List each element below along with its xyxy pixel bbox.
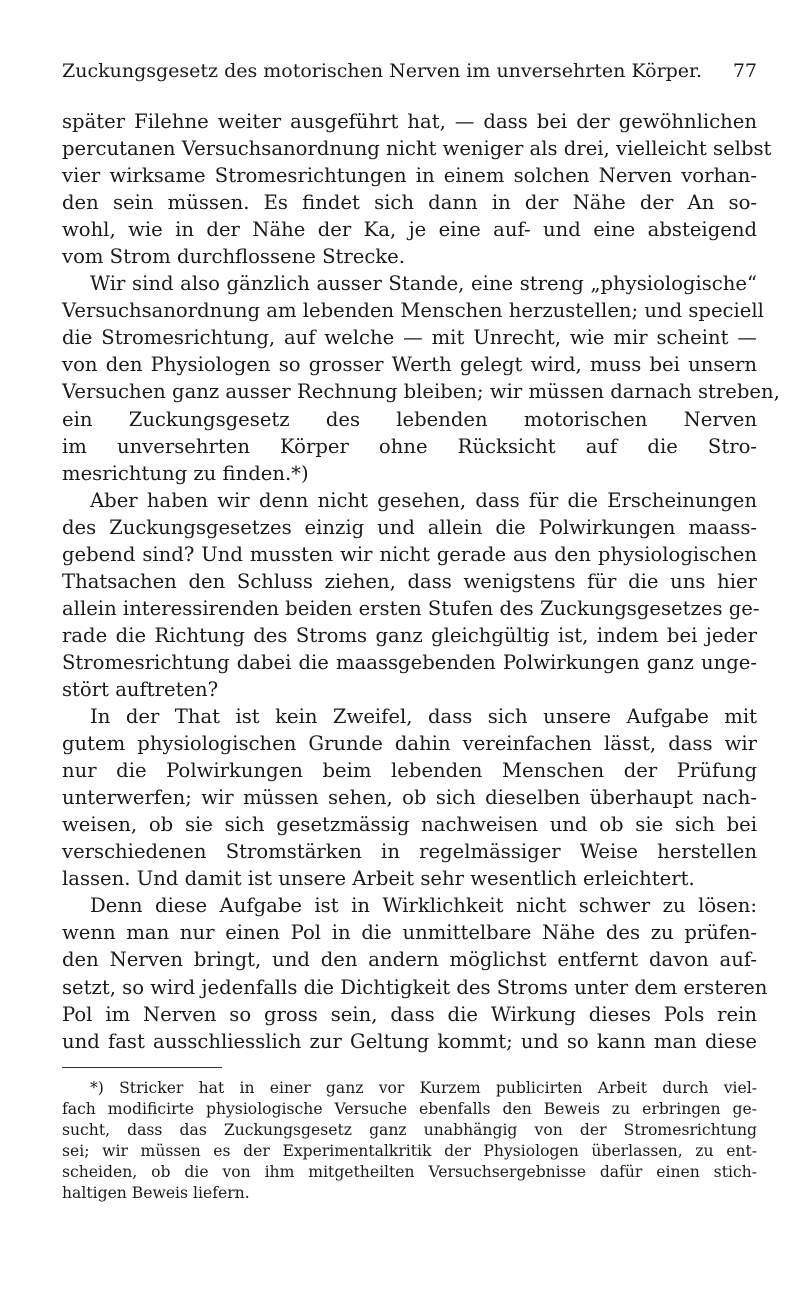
text-line: Stromesrichtung dabei die maassgebenden Polwirkungen ganz unge- — [62, 650, 757, 674]
text-line: Aber haben wir denn nicht gesehen, dass für die Erscheinungen — [90, 488, 757, 512]
text-line: ein Zuckungsgesetz des lebenden motorischen Nerven — [62, 407, 757, 431]
footnote-line: scheiden, ob die von ihm mitgetheilten Versuchsergebnisse dafür einen stich- — [62, 1162, 757, 1181]
text-line: später Filehne weiter ausgeführt hat, — dass bei der gewöhnlichen — [62, 110, 757, 133]
text-line: den sein müssen. Es findet sich dann in der Nähe der An so- — [62, 191, 757, 215]
text-line: Pol im Nerven so gross sein, dass die Wirkung dieses Pols rein — [62, 1002, 757, 1026]
text-line: gebend sind? Und mussten wir nicht gerade aus den physiologischen — [62, 542, 757, 566]
body-text — [62, 108, 780, 1055]
text-line: den Nerven bringt, und den andern möglichst entfernt davon auf- — [62, 948, 757, 972]
footnote-line: haltigen Beweis liefern. — [62, 1183, 250, 1202]
text-line: wenn man nur einen Pol in die unmittelbare Nähe des zu prüfen- — [62, 921, 757, 945]
text-line: vier wirksame Stromesrichtungen in einem solchen Nerven vorhan- — [62, 164, 757, 188]
text-line: weisen, ob sie sich gesetzmässig nachweisen und ob sie sich bei — [62, 813, 757, 837]
page — [62, 56, 780, 1204]
text-line: Versuchsanordnung am lebenden Menschen herzustellen; und speciell — [62, 299, 764, 323]
text-line: wohl, wie in der Nähe der Ka, je eine auf- und eine absteigend — [62, 218, 757, 242]
footnote-line: sei; wir müssen es der Experimentalkritik der Physiologen überlassen, zu ent- — [62, 1141, 757, 1160]
running-title: Zuckungsgesetz des motorischen Nerven im unversehrten Körper. — [62, 60, 703, 82]
text-line: In der That ist kein Zweifel, dass sich unsere Aufgabe mit — [90, 705, 757, 729]
footnote-line: fach modificirte physiologische Versuche ebenfalls den Beweis zu erbringen ge- — [62, 1099, 757, 1118]
text-line: Thatsachen den Schluss ziehen, dass wenigstens für die uns hier — [62, 569, 757, 593]
text-line: Versuchen ganz ausser Rechnung bleiben; wir müssen darnach streben, — [62, 380, 780, 404]
text-line: Wir sind also gänzlich ausser Stande, eine streng „physiologische“ — [90, 272, 757, 296]
text-line: allein interessirenden beiden ersten Stufen des Zuckungsgesetzes ge- — [62, 596, 760, 620]
text-line: rade die Richtung des Stroms ganz gleichgültig ist, indem bei jeder — [62, 623, 757, 647]
text-line: lassen. Und damit ist unsere Arbeit sehr wesentlich erleichtert. — [62, 867, 695, 891]
page-number: 77 — [732, 60, 757, 82]
text-line: im unversehrten Körper ohne Rücksicht auf die Stro- — [62, 434, 757, 458]
text-line: setzt, so wird jedenfalls die Dichtigkeit des Stroms unter dem ersteren — [62, 975, 768, 999]
text-line: gutem physiologischen Grunde dahin vereinfachen lässt, dass wir — [62, 732, 757, 756]
text-line: unterwerfen; wir müssen sehen, ob sich dieselben überhaupt nach- — [62, 786, 757, 810]
text-line: Denn diese Aufgabe ist in Wirklichkeit nicht schwer zu lösen: — [90, 894, 757, 918]
text-line: stört auftreten? — [62, 677, 219, 701]
text-line: von den Physiologen so grosser Werth gelegt wird, muss bei unsern — [62, 353, 757, 377]
running-head — [62, 56, 757, 86]
text-line: und fast ausschliesslich zur Geltung kommt; und so kann man diese — [62, 1029, 757, 1053]
text-line: percutanen Versuchsanordnung nicht weniger als drei, vielleicht selbst — [62, 137, 772, 161]
text-line: die Stromesrichtung, auf welche — mit Unrecht, wie mir scheint — — [62, 326, 757, 350]
text-line: mesrichtung zu finden.*) — [62, 461, 309, 485]
text-line: vom Strom durchflossene Strecke. — [62, 245, 406, 269]
text-line: verschiedenen Stromstärken in regelmässiger Weise herstellen — [62, 840, 757, 864]
footnote-line: sucht, dass das Zuckungsgesetz ganz unabhängig von der Stromesrichtung — [62, 1120, 757, 1139]
text-line: nur die Polwirkungen beim lebenden Menschen der Prüfung — [62, 759, 757, 783]
footnote — [62, 1078, 757, 1204]
text-line: des Zuckungsgesetzes einzig und allein die Polwirkungen maass- — [62, 515, 757, 539]
footnote-line: *) Stricker hat in einer ganz vor Kurzem publicirten Arbeit durch viel- — [90, 1078, 757, 1097]
footnote-divider — [62, 1067, 222, 1068]
